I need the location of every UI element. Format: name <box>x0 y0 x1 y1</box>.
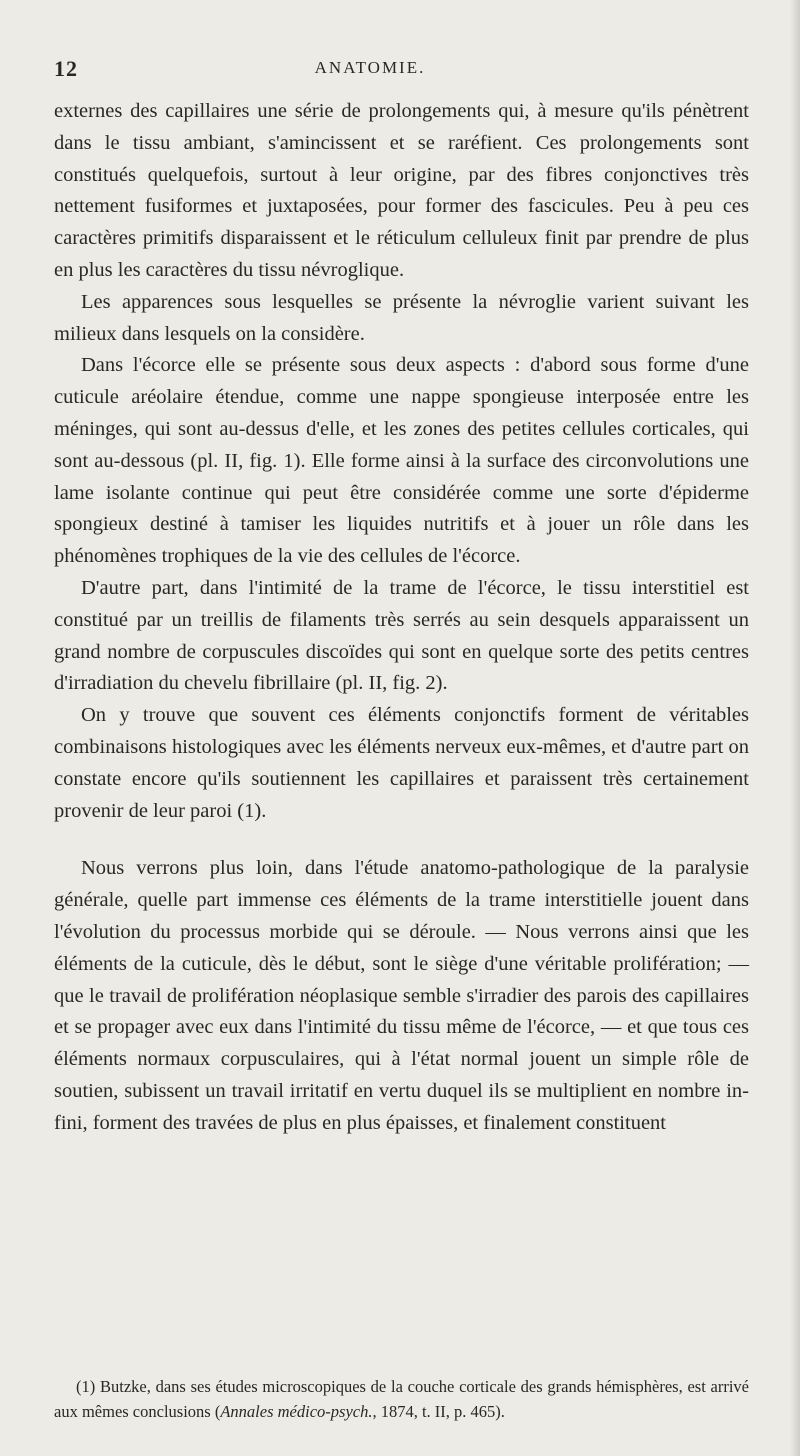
footnote-journal-title: Annales médico-psych. <box>220 1402 373 1421</box>
page-number: 12 <box>54 56 78 81</box>
footnote-text-start: (1) Butzke, dans ses études microscopiques de la couche corticale des grands hémisphères, est arrivé aux mêmes conclusions ( <box>54 1377 749 1421</box>
page-edge-shadow <box>790 0 800 1456</box>
paragraph: Nous verrons plus loin, dans l'étude anatomo-pathologique de la paralysie générale, quelle part immense ces éléments de la trame interstitielle jouent dans l'évolution du processus morbide qui se déroule. — Nous verrons ainsi que les éléments de la cuticule, dès le début, sont le siège d'une véritable prolifération; — que le travail de prolifération néoplasique semble s'irradier des parois des capillaires et se propager avec eux dans l'intimité du tissu même de l'écorce, — et que tous ces éléments normaux corpusculaires, qui à l'état normal jouent un simple rôle de soutien, subissent un travail irritatif en vertu duquel ils se multiplient en nombre infini, forment des travées de plus en plus épaisses, et finalement constituent <box>54 857 749 1134</box>
paragraph: Les apparences sous lesquelles se présente la névroglie varient suivant les milieux dans lesquels on la considère. <box>54 290 749 345</box>
body-text <box>54 96 749 1140</box>
paragraph-continued: externes des capillaires une série de prolongements qui, à mesure qu'ils pénètrent dans le tissu ambiant, s'amincissent et se raréfient. Ces prolongements sont constitués quelquefois, surtout à leur origine, par des fibres conjonctives très nettement fusiformes et juxtaposées, pour former des fascicules. Peu à peu ces caractères primitifs disparaissent et le réticulum celluleux finit par prendre de plus en plus les caractères du tissu névroglique. <box>54 100 749 281</box>
page-header <box>54 56 746 86</box>
footnote <box>54 1374 749 1424</box>
paragraph: On y trouve que souvent ces éléments conjonctifs forment de véritables combinaisons histologiques avec les éléments nerveux eux-mêmes, et d'autre part on constate encore qu'ils soutiennent les capillaires et paraissent très certainement provenir de leur paroi (1). <box>54 704 749 822</box>
paragraph: Dans l'écorce elle se présente sous deux aspects : d'abord sous forme d'une cuticule aréolaire étendue, comme une nappe spongieuse interposée entre les méninges, qui sont au-dessus d'elle, et les zones des petites cellules corticales, qui sont au-dessous (pl. II, fig. 1). Elle forme ainsi à la surface des circonvolutions une lame isolante continue qui peut être considérée comme une sorte d'épiderme spongieux destiné à tamiser les liquides nutritifs et à jouer un rôle dans les phénomènes trophiques de la vie des cellules de l'écorce. <box>54 354 749 568</box>
running-head: ANATOMIE. <box>314 58 426 77</box>
paragraph: D'autre part, dans l'intimité de la trame de l'écorce, le tissu interstitiel est constitué par un treillis de filaments très serrés au sein desquels apparaissent un grand nombre de corpuscules discoïdes qui sont en quelque sorte des petits centres d'irradiation du chevelu fibrillaire (pl. II, fig. 2). <box>54 576 749 695</box>
footnote-text <box>54 1374 749 1424</box>
footnote-text-end: , 1874, t. II, p. 465). <box>372 1402 505 1421</box>
